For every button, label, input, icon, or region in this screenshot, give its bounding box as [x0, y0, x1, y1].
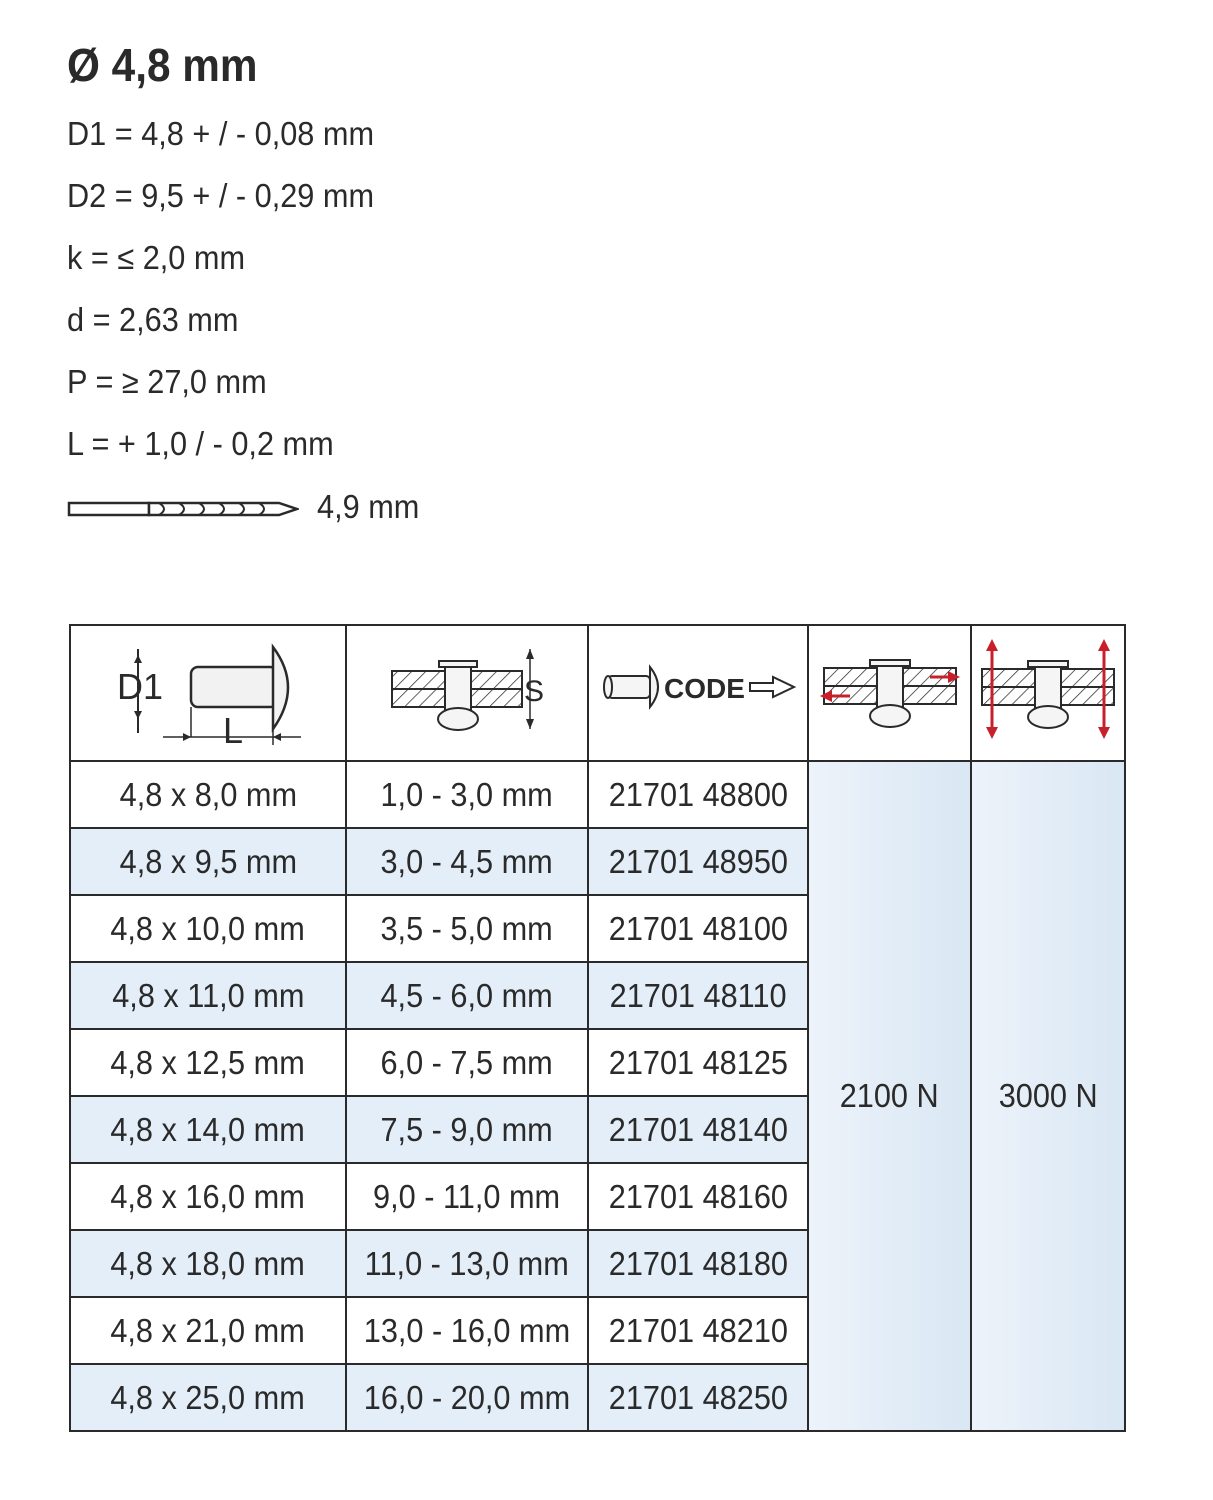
- cell-grip: 13,0 - 16,0 mm: [346, 1297, 588, 1364]
- cell-size: 4,8 x 18,0 mm: [70, 1230, 346, 1297]
- drill-bit-icon: [67, 496, 299, 522]
- header-code-label: CODE: [664, 673, 745, 704]
- cell-shear-force: 2100 N: [808, 761, 971, 1431]
- cell-code: 21701 48210: [588, 1297, 808, 1364]
- cell-grip: 6,0 - 7,5 mm: [346, 1029, 588, 1096]
- header-s-label: S: [524, 675, 545, 708]
- cell-size: 4,8 x 12,5 mm: [70, 1029, 346, 1096]
- cell-code: 21701 48100: [588, 895, 808, 962]
- header-grip-range: [346, 625, 588, 761]
- cell-code: 21701 48180: [588, 1230, 808, 1297]
- cell-code: 21701 48110: [588, 962, 808, 1029]
- cell-code: 21701 48160: [588, 1163, 808, 1230]
- cell-grip: 3,5 - 5,0 mm: [346, 895, 588, 962]
- cell-size: 4,8 x 10,0 mm: [70, 895, 346, 962]
- spec-p: P = ≥ 27,0 mm: [67, 363, 267, 400]
- grip-range-icon: [387, 639, 547, 739]
- rivet-dimension-icon: [113, 633, 303, 745]
- cell-size: 4,8 x 21,0 mm: [70, 1297, 346, 1364]
- cell-size: 4,8 x 11,0 mm: [70, 962, 346, 1029]
- header-l-label: L: [223, 710, 244, 745]
- header-rivet-dimension: [70, 625, 346, 761]
- header-d1-label: D1: [117, 666, 164, 707]
- header-tensile-force: [971, 625, 1125, 761]
- cell-grip: 9,0 - 11,0 mm: [346, 1163, 588, 1230]
- cell-grip: 16,0 - 20,0 mm: [346, 1364, 588, 1431]
- cell-size: 4,8 x 9,5 mm: [70, 828, 346, 895]
- order-code-icon: [598, 659, 798, 719]
- cell-grip: 4,5 - 6,0 mm: [346, 962, 588, 1029]
- page-title: Ø 4,8 mm: [67, 39, 258, 91]
- cell-size: 4,8 x 14,0 mm: [70, 1096, 346, 1163]
- shear-force-icon: [820, 644, 960, 734]
- header-shear-force: [808, 625, 971, 761]
- spec-k: k = ≤ 2,0 mm: [67, 239, 246, 276]
- spec-d2: D2 = 9,5 + / - 0,29 mm: [67, 177, 375, 214]
- rivet-spec-table: [69, 624, 1126, 1432]
- cell-size: 4,8 x 8,0 mm: [70, 761, 346, 828]
- spec-l: L = + 1,0 / - 0,2 mm: [67, 425, 334, 462]
- cell-code: 21701 48250: [588, 1364, 808, 1431]
- spec-d1: D1 = 4,8 + / - 0,08 mm: [67, 115, 375, 152]
- cell-tensile-force: 3000 N: [971, 761, 1125, 1431]
- table-row: [70, 761, 1125, 828]
- cell-grip: 3,0 - 4,5 mm: [346, 828, 588, 895]
- cell-size: 4,8 x 16,0 mm: [70, 1163, 346, 1230]
- cell-grip: 1,0 - 3,0 mm: [346, 761, 588, 828]
- cell-code: 21701 48950: [588, 828, 808, 895]
- tensile-force-icon: [978, 639, 1118, 739]
- drill-size-value: 4,9 mm: [317, 488, 420, 525]
- header-order-code: [588, 625, 808, 761]
- spec-d: d = 2,63 mm: [67, 301, 239, 338]
- cell-size: 4,8 x 25,0 mm: [70, 1364, 346, 1431]
- cell-grip: 7,5 - 9,0 mm: [346, 1096, 588, 1163]
- cell-code: 21701 48800: [588, 761, 808, 828]
- cell-code: 21701 48125: [588, 1029, 808, 1096]
- cell-code: 21701 48140: [588, 1096, 808, 1163]
- cell-grip: 11,0 - 13,0 mm: [346, 1230, 588, 1297]
